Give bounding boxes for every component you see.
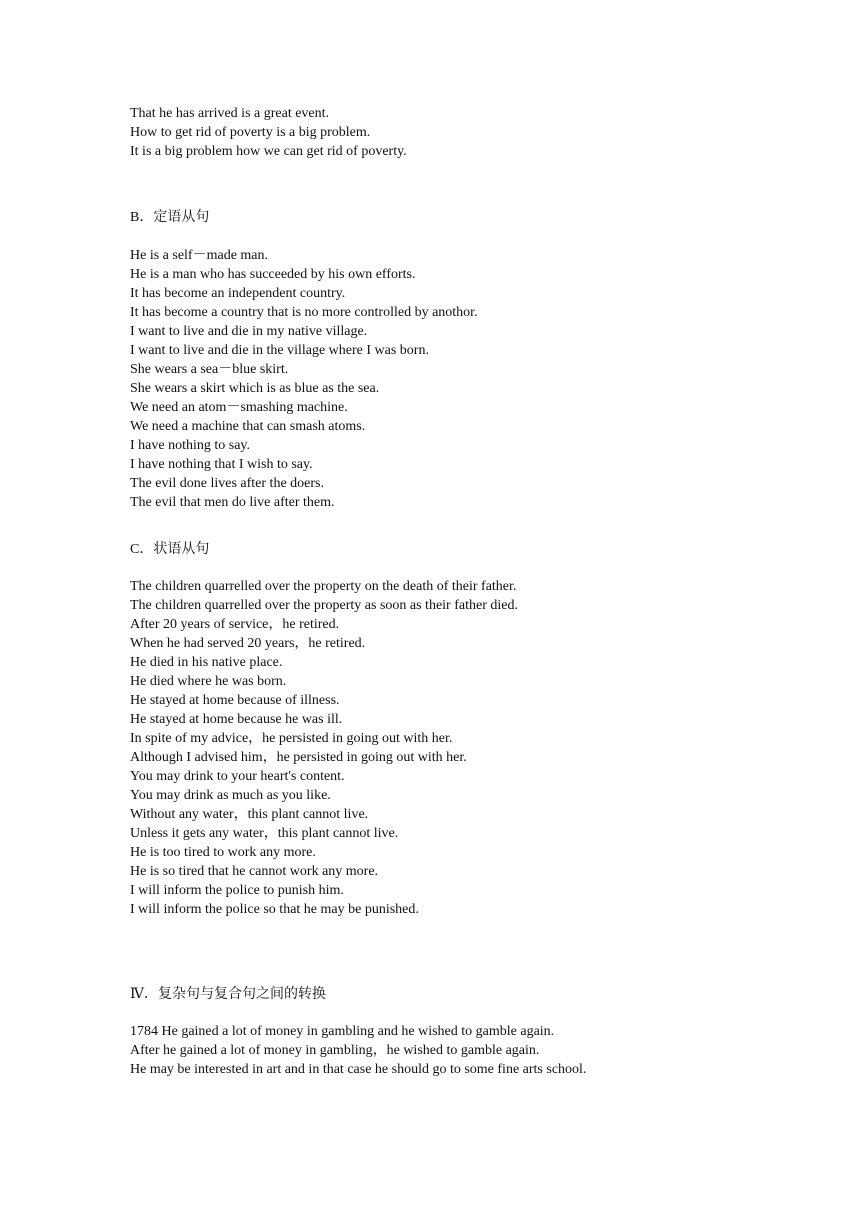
- sentence-line: He is a man who has succeeded by his own efforts.: [130, 267, 416, 282]
- sentence-line: You may drink as much as you like.: [130, 788, 331, 803]
- sentence-line: In spite of my advice，he persisted in going out with her.: [130, 731, 453, 746]
- section-b: [130, 208, 810, 512]
- sentence-line: It has become a country that is no more controlled by anothor.: [130, 305, 478, 320]
- sentence-line: Although I advised him，he persisted in going out with her.: [130, 750, 467, 765]
- sentence-line: He stayed at home because he was ill.: [130, 712, 343, 727]
- sentence-line: She wears a sea－blue skirt.: [130, 362, 289, 377]
- sentence-line: I want to live and die in my native village.: [130, 324, 368, 339]
- sentence-line: I have nothing to say.: [130, 438, 251, 453]
- sentence-line: He died where he was born.: [130, 674, 287, 689]
- sentence-line: That he has arrived is a great event.: [130, 106, 330, 121]
- sentence-line: I will inform the police to punish him.: [130, 883, 344, 898]
- sentence-line: It has become an independent country.: [130, 286, 346, 301]
- sentence-line: I will inform the police so that he may be punished.: [130, 902, 419, 917]
- sentence-line: He died in his native place.: [130, 655, 283, 670]
- section-c-heading: C．状语从句: [130, 542, 210, 557]
- sentence-line: He may be interested in art and in that case he should go to some fine arts school.: [130, 1062, 587, 1077]
- sentence-line: The evil done lives after the doers.: [130, 476, 324, 491]
- sentence-line: How to get rid of poverty is a big problem.: [130, 125, 371, 140]
- sentence-line: When he had served 20 years，he retired.: [130, 636, 366, 651]
- sentence-line: After he gained a lot of money in gambling，he wished to gamble again.: [130, 1043, 540, 1058]
- sentence-line: He is a self－made man.: [130, 248, 269, 263]
- sentence-line: After 20 years of service，he retired.: [130, 617, 340, 632]
- sentence-line: The children quarrelled over the property on the death of their father.: [130, 579, 517, 594]
- sentence-line: She wears a skirt which is as blue as the sea.: [130, 381, 380, 396]
- document-page: [130, 104, 810, 1079]
- section-b-heading: B．定语从句: [130, 210, 210, 225]
- sentence-line: He is so tired that he cannot work any more.: [130, 864, 379, 879]
- sentence-line: The children quarrelled over the property as soon as their father died.: [130, 598, 518, 613]
- sentence-line: He stayed at home because of illness.: [130, 693, 340, 708]
- section-a: [130, 104, 810, 161]
- sentence-line: 1784 He gained a lot of money in gambling and he wished to gamble again.: [130, 1024, 555, 1039]
- sentence-line: I have nothing that I wish to say.: [130, 457, 313, 472]
- section-c: [130, 540, 810, 919]
- sentence-line: Unless it gets any water，this plant cannot live.: [130, 826, 399, 841]
- sentence-line: Without any water，this plant cannot live.: [130, 807, 369, 822]
- sentence-line: It is a big problem how we can get rid of poverty.: [130, 144, 407, 159]
- sentence-line: You may drink to your heart's content.: [130, 769, 345, 784]
- section-iv-heading: Ⅳ．复杂句与复合句之间的转换: [130, 987, 326, 1002]
- sentence-line: The evil that men do live after them.: [130, 495, 335, 510]
- sentence-line: He is too tired to work any more.: [130, 845, 316, 860]
- sentence-line: I want to live and die in the village where I was born.: [130, 343, 429, 358]
- section-iv: [130, 985, 810, 1079]
- sentence-line: We need an atom－smashing machine.: [130, 400, 348, 415]
- sentence-line: We need a machine that can smash atoms.: [130, 419, 366, 434]
